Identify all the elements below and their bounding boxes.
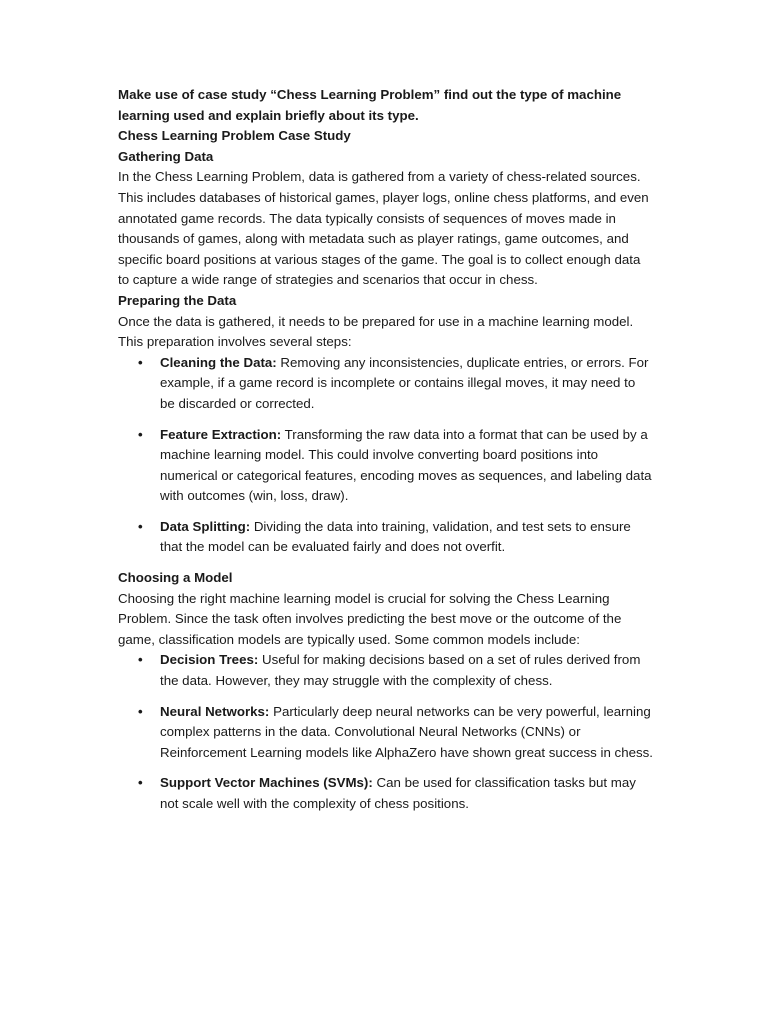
bullet-text: Can be used for classification tasks but may not scale well with the complexity of chess positions. — [160, 775, 636, 811]
list-item — [118, 650, 653, 691]
bullet-text: Particularly deep neural networks can be very powerful, learning complex patterns in the data. Convolutional Neural Networks (CNNs) or Reinforcement Learning models like AlphaZero have shown great success in chess. — [160, 703, 653, 760]
bullet-term: Decision Trees: — [160, 652, 259, 668]
document-page — [118, 85, 653, 825]
bullet-icon: • — [138, 775, 143, 791]
bullet-icon: • — [138, 518, 143, 534]
case-study-title: Chess Learning Problem Case Study — [118, 128, 351, 144]
bullet-term: Support Vector Machines (SVMs): — [160, 775, 373, 791]
bullet-text: Transforming the raw data into a format that can be used by a machine learning model. This could involve converting board positions into numerical or categorical features, encoding moves as sequences, and labeling data with outcomes (win, loss, draw). — [160, 426, 652, 504]
list-item — [118, 353, 653, 415]
model-options-list — [118, 650, 653, 814]
bullet-icon: • — [138, 354, 143, 370]
gathering-data-paragraph: In the Chess Learning Problem, data is gathered from a variety of chess-related sources. This includes databases of historical games, player logs, online chess platforms, and even annotated game records. The data typically consists of sequences of moves made in thousands of games, along with metadata such as player ratings, game outcomes, and specific board positions at various stages of the game. The goal is to collect enough data to capture a wide range of strategies and scenarios that occur in chess. — [118, 169, 649, 288]
bullet-icon: • — [138, 703, 143, 719]
bullet-term: Feature Extraction: — [160, 426, 282, 442]
preparation-steps-list — [118, 353, 653, 558]
choosing-model-heading: Choosing a Model — [118, 570, 233, 586]
bullet-term: Neural Networks: — [160, 703, 270, 719]
bullet-text: Useful for making decisions based on a set of rules derived from the data. However, they may struggle with the complexity of chess. — [160, 652, 641, 689]
list-item — [118, 517, 653, 558]
bullet-text: Removing any inconsistencies, duplicate entries, or errors. For example, if a game record is incomplete or contains illegal moves, it may need to be discarded or corrected. — [160, 354, 649, 411]
question-text: Make use of case study “Chess Learning Problem” find out the type of machine learning used and explain briefly about its type. — [118, 87, 622, 123]
list-item — [118, 773, 653, 814]
bullet-text: Dividing the data into training, validation, and test sets to ensure that the model can be evaluated fairly and does not overfit. — [160, 518, 631, 555]
bullet-term: Cleaning the Data: — [160, 354, 277, 370]
list-item — [118, 702, 653, 764]
preparing-data-intro: Once the data is gathered, it needs to be prepared for use in a machine learning model. This preparation involves several steps: — [118, 313, 634, 350]
gathering-data-heading: Gathering Data — [118, 148, 214, 164]
bullet-icon: • — [138, 652, 143, 668]
bullet-icon: • — [138, 426, 143, 442]
bullet-term: Data Splitting: — [160, 518, 251, 534]
list-item — [118, 425, 653, 507]
preparing-data-heading: Preparing the Data — [118, 292, 237, 308]
choosing-model-intro: Choosing the right machine learning model is crucial for solving the Chess Learning Problem. Since the task often involves predicting the best move or the outcome of the game, classification models are typically used. Some common models include: — [118, 590, 622, 647]
